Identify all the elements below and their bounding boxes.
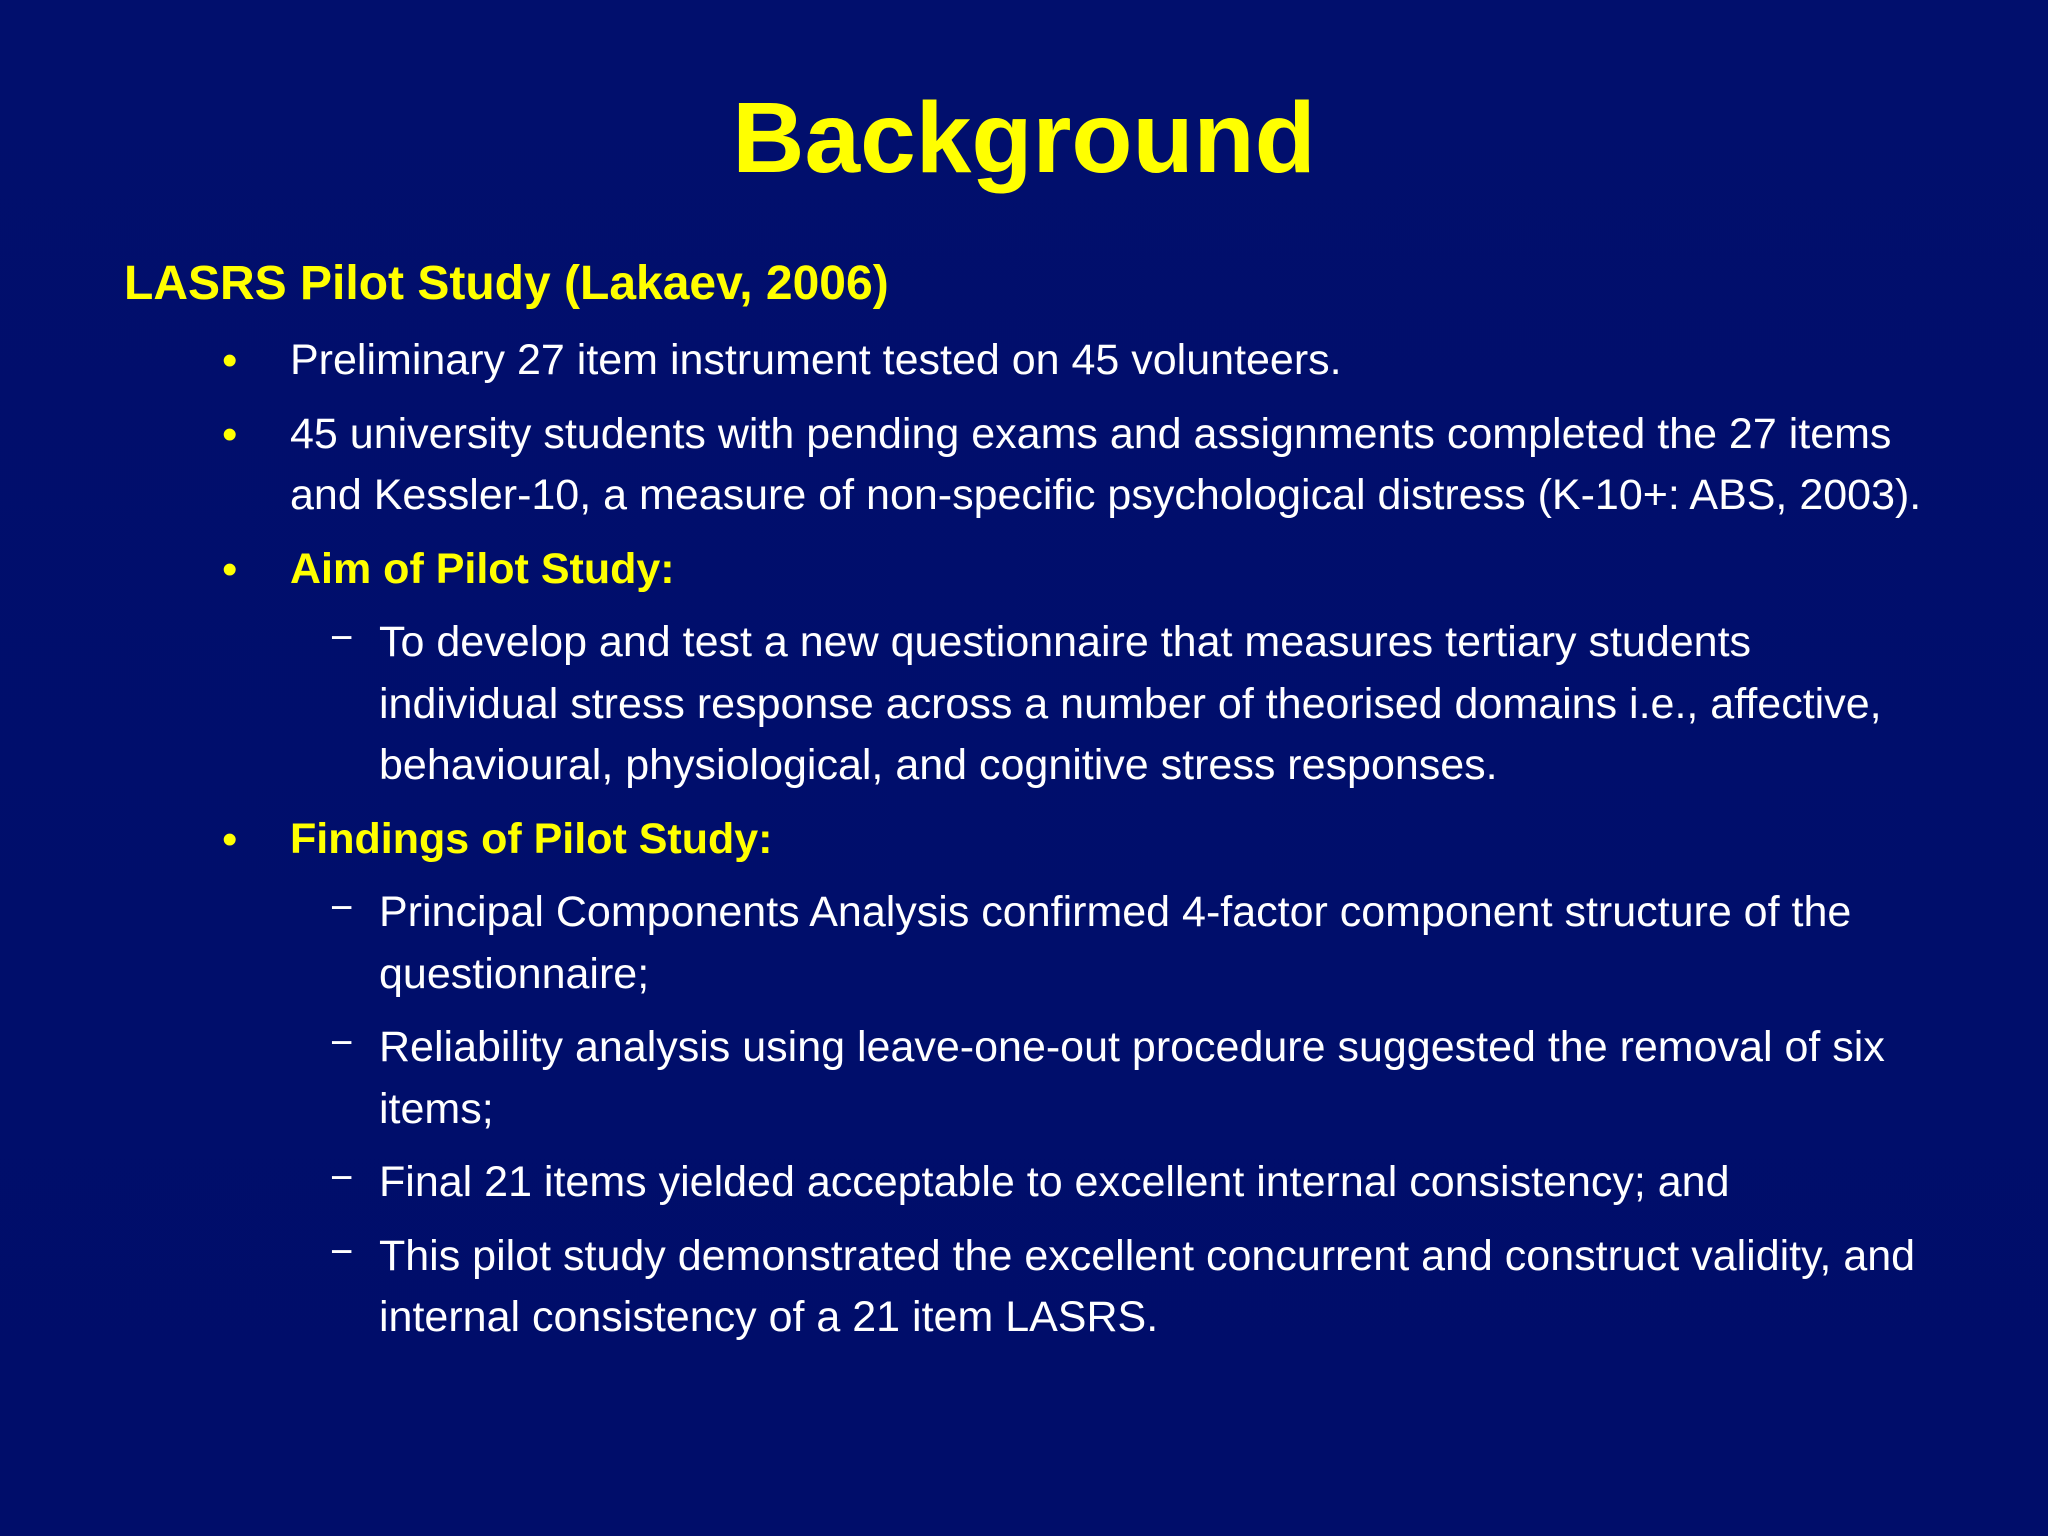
bullet-icon: • (222, 336, 238, 385)
sub-bullet-text: This pilot study demonstrated the excellent concurrent and construct validity, and internal consistency of a 21 item LASRS. (379, 1231, 1916, 1341)
sub-bullet-item (0, 1152, 1939, 1214)
sub-bullet-item (0, 1017, 1939, 1140)
sub-bullet-text: To develop and test a new questionnaire that measures tertiary students individual stress response across a number of theorised domains i.e., affective, behavioural, physiological, and cognitive stress responses. (379, 618, 1882, 789)
bullet-item (0, 404, 1930, 527)
slide-subtitle: LASRS Pilot Study (Lakaev, 2006) (124, 257, 889, 310)
slide-content (0, 330, 2048, 1361)
bullet-text: Preliminary 27 item instrument tested on 45 volunteers. (290, 336, 1342, 384)
dash-icon: − (330, 1229, 354, 1274)
sub-bullet-text: Final 21 items yielded acceptable to excellent internal consistency; and (379, 1158, 1730, 1206)
bullet-text: 45 university students with pending exams and assignments completed the 27 items and Kessler-10, a measure of non-specific psychological distress (K-10+: ABS, 2003). (290, 409, 1922, 519)
dash-icon: − (330, 616, 354, 660)
bullet-icon: • (222, 814, 238, 864)
sub-bullet-text: Principal Components Analysis confirmed 4-factor component structure of the questionnaire; (379, 888, 1852, 998)
findings-heading: Findings of Pilot Study: (290, 814, 773, 863)
dash-icon: − (330, 1021, 354, 1065)
bullet-icon: • (222, 409, 238, 459)
sub-bullet-item (0, 1226, 1939, 1349)
bullet-item-findings (0, 809, 1930, 871)
dash-icon: − (330, 1156, 354, 1200)
dash-icon: − (330, 886, 354, 930)
slide-title: Background (732, 82, 1316, 194)
aim-heading: Aim of Pilot Study: (290, 544, 675, 593)
bullet-item (0, 330, 1930, 392)
bullet-item-aim (0, 539, 1930, 601)
bullet-icon: • (222, 544, 238, 594)
sub-bullet-item (0, 882, 1939, 1005)
sub-bullet-item (0, 612, 1939, 797)
sub-bullet-text: Reliability analysis using leave-one-out procedure suggested the removal of six items; (379, 1023, 1885, 1133)
